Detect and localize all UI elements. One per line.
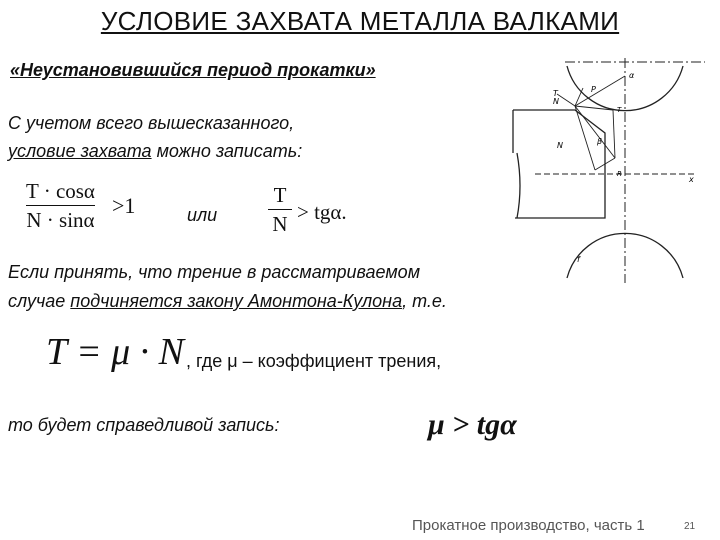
capture-condition-term: условие захвата [8,141,152,161]
t-label: T [553,89,558,98]
friction-coefficient-note: , где μ – коэффициент трения, [186,351,442,371]
amonton-coulomb-law: подчиняется закону Амонтона-Кулона [70,291,403,311]
normal-force-line [575,106,595,170]
beta-label: β [597,137,603,146]
or-word: или [187,205,218,225]
formula-1-fraction [26,178,95,233]
paragraph-1-line-2-rest: можно записать: [151,141,303,161]
f-label: f [577,255,580,264]
footer-course-title: Прокатное производство, часть 1 [412,517,645,534]
formula-2-denominator: N [272,212,288,236]
paragraph-2-start: случае [8,291,71,311]
paragraph-2-end: , т.е. [402,291,447,311]
fraction-bar [268,209,292,210]
slide-title: УСЛОВИЕ ЗАХВАТА МЕТАЛЛА ВАЛКАМИ [100,6,620,36]
formula-2-fraction [268,182,292,237]
alpha-label: α [629,71,635,80]
radius-line [575,76,625,106]
n-label: N [557,141,563,150]
paragraph-2-line-2 [8,291,447,312]
x-axis-label: x [689,175,694,184]
metal-strip [513,110,605,218]
formula-2-numerator: T [273,183,287,207]
roll-bite-diagram [505,58,710,283]
formula-1-rhs: >1 [112,193,136,218]
paragraph-3: то будет справедливой запись: [8,415,280,435]
formula-1-denominator: N · sinα [26,208,95,232]
subtitle: «Неустановившийся период прокатки» [10,60,376,80]
paragraph-1-line-1: С учетом всего вышесказанного, [8,113,295,133]
final-condition-formula: μ > tgα [428,408,517,441]
formula-1-numerator: T · cosα [26,179,95,203]
resultant-line [575,106,615,158]
formula-2-rhs: > tgα. [297,200,347,224]
paragraph-1-line-2 [8,141,302,162]
friction-formula: T = μ · N [46,331,185,373]
p-label: P [591,85,596,94]
paragraph-2-line-1: Если принять, что трение в рассматриваемом [8,262,421,282]
page-number: 21 [684,521,696,532]
fraction-bar [26,205,95,206]
r-label: R [617,170,622,178]
t-small-label: T [617,106,622,114]
n-label-top: N [553,97,559,106]
